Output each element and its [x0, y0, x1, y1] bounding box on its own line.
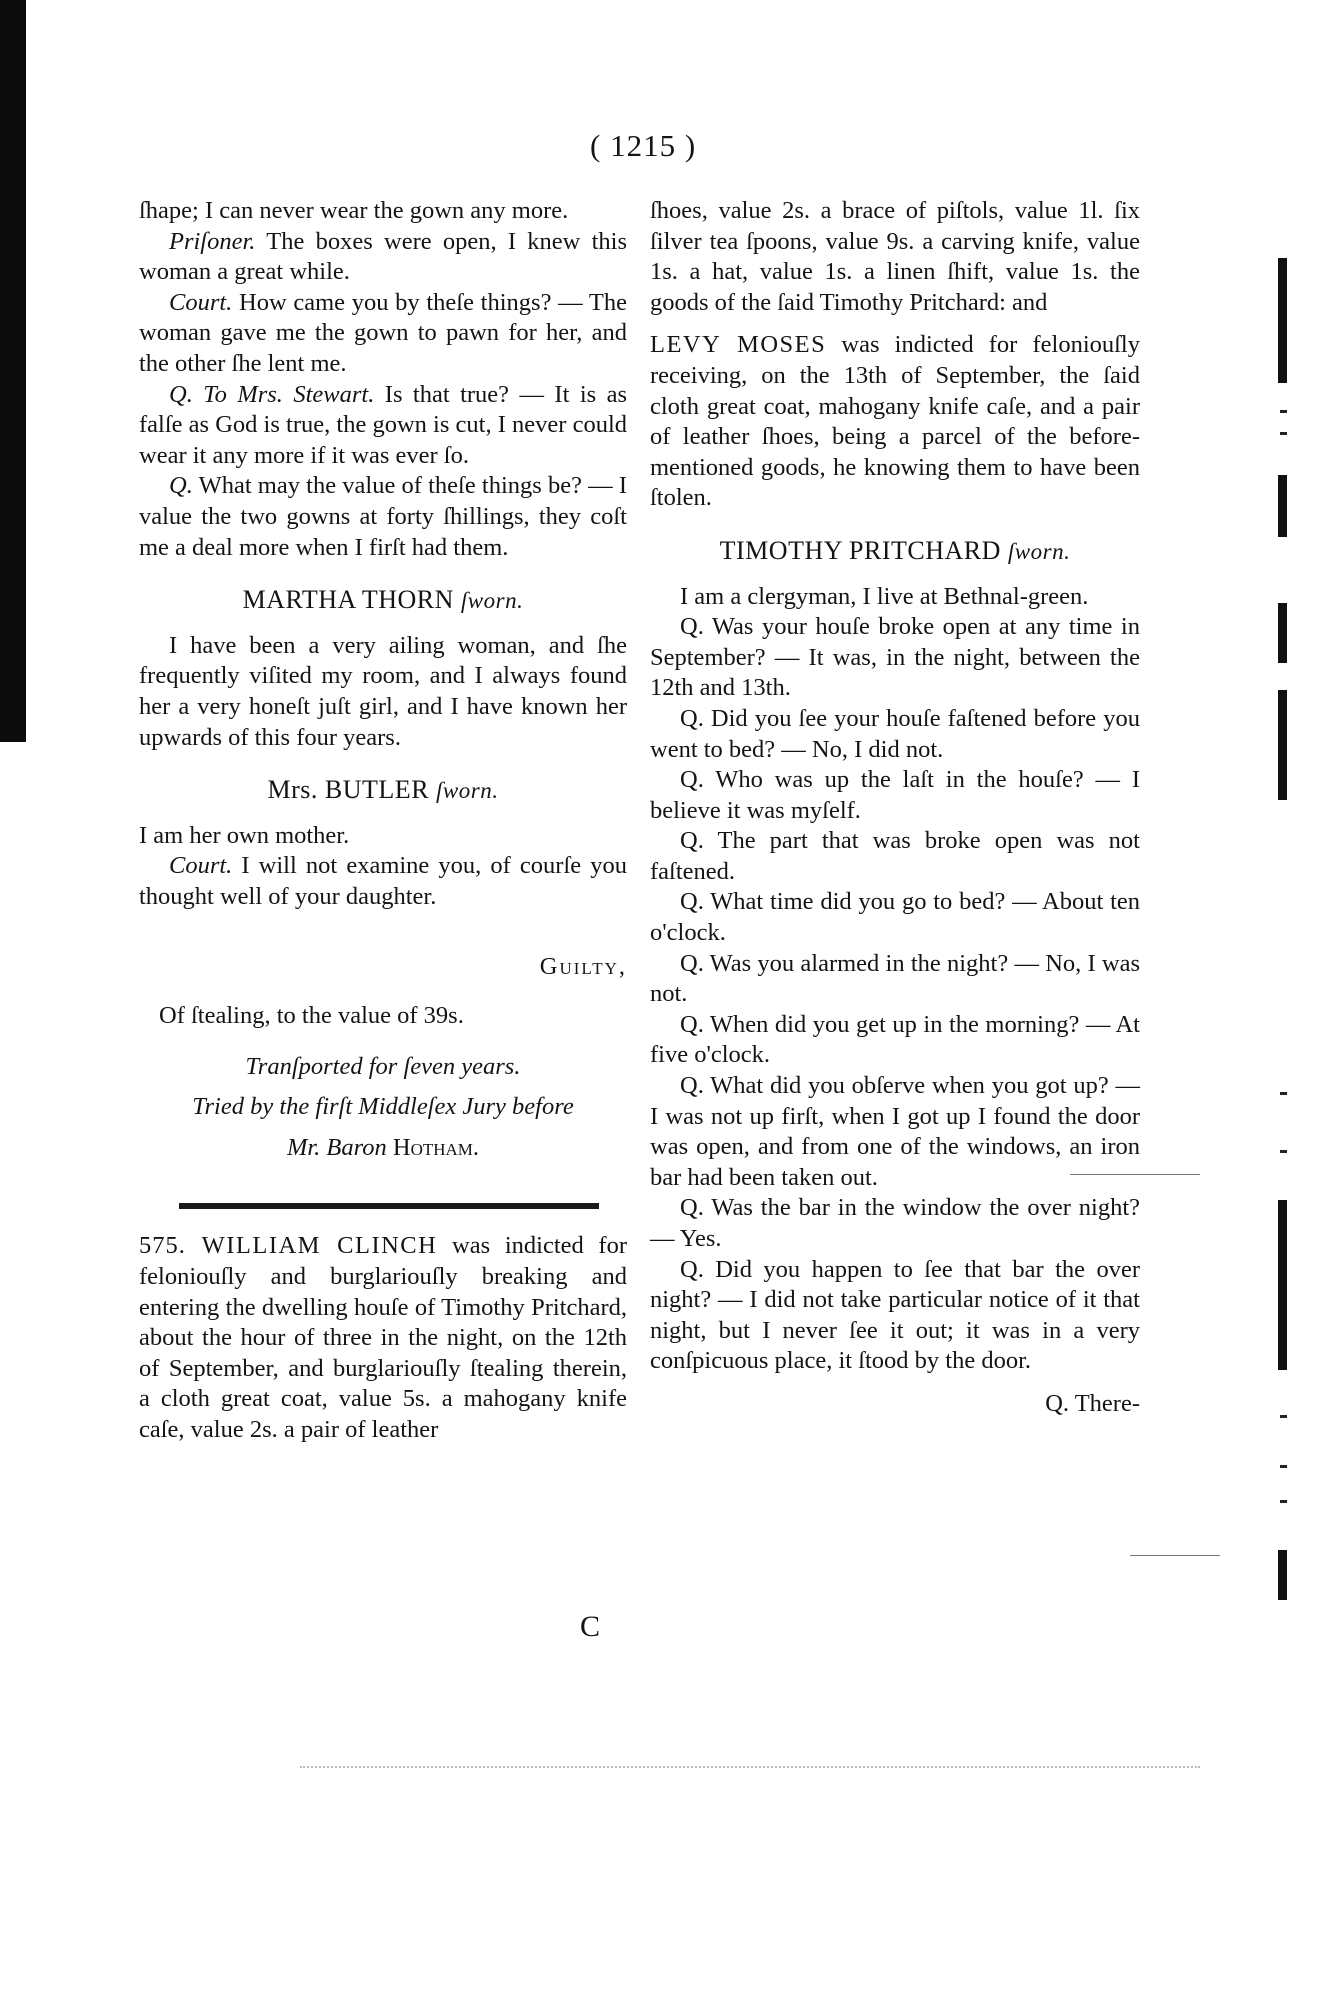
- paragraph: ſhape; I can never wear the gown any more.: [139, 197, 569, 224]
- left-column: [139, 196, 627, 1446]
- question: Q. Was the bar in the window the over night? — Yes.: [650, 1194, 1140, 1252]
- scan-right-edge: [1278, 603, 1287, 663]
- question: Q. Did you ſee your houſe faſtened before you went to bed? — No, I did not.: [650, 704, 1140, 763]
- paragraph-text: The boxes were open, I knew this woman a great while.: [139, 227, 627, 286]
- scan-right-edge: [1278, 690, 1287, 800]
- paragraph-text: What may the value of theſe things be? — I value the two gowns at forty ſhillings, they coſt me a deal more when I firſt had them.: [139, 472, 627, 561]
- question-mark: Q.: [169, 472, 193, 500]
- speaker: Court.: [169, 852, 233, 880]
- paragraph: ſhoes, value 2s. a brace of piſtols, value 1l. ſix ſilver tea ſpoons, value 9s. a carving knife, value 1s. a hat, value 1s. a linen ſhift, value 1s. the goods of the ſaid Timothy Pritchard: and: [650, 197, 1140, 316]
- sentence: Tranſported for ſeven years.: [245, 1052, 521, 1080]
- scan-right-edge: [1278, 258, 1287, 383]
- scan-right-edge: [1278, 1550, 1287, 1600]
- scan-right-edge: [1278, 1200, 1287, 1370]
- scan-right-mark: [1280, 1465, 1287, 1468]
- paragraph-text: I will not examine you, of courſe you thought well of your daughter.: [139, 852, 627, 910]
- page-number: ( 1215 ): [590, 128, 697, 163]
- sworn-label: ſworn.: [460, 588, 524, 614]
- addressee: To Mrs. Stewart.: [192, 380, 375, 408]
- witness-heading: [139, 585, 627, 617]
- sworn-label: ſworn.: [436, 778, 499, 804]
- trial-note-text: Mr. Baron: [286, 1133, 393, 1161]
- speaker: Court.: [169, 288, 233, 316]
- sworn-label: ſworn.: [1007, 538, 1071, 564]
- paragraph: I am a clergyman, I live at Bethnal-green.: [680, 582, 1089, 610]
- scan-right-mark: [1280, 1415, 1287, 1418]
- paragraph: [650, 330, 1140, 514]
- scan-right-mark: [1280, 1092, 1287, 1095]
- offence: Of ſtealing, to the value of 39s.: [159, 1002, 464, 1030]
- scan-right-mark: [1280, 1500, 1287, 1503]
- paragraph: [139, 851, 627, 912]
- paragraph: I have been a very ailing woman, and ſhe frequently viſited my room, and I always found her a very honeſt juſt girl, and I have known her upwards of this four years.: [139, 631, 627, 751]
- witness-heading: [139, 775, 627, 807]
- paragraph-text: was indicted for feloniouſly receiving, on the 13th of September, the ſaid cloth great coat, mahogany knife caſe, and a pair of leather ſhoes, being a parcel of the before-mentioned goods, he knowing them to have been ſtolen.: [650, 331, 1140, 512]
- witness-heading: [650, 536, 1140, 568]
- scan-right-mark: [1280, 432, 1287, 435]
- paragraph: [139, 288, 627, 380]
- case-number: 575.: [139, 1232, 186, 1260]
- paragraph: [139, 1231, 627, 1445]
- witness-name: Mrs. BUTLER: [267, 775, 437, 805]
- question: Q. The part that was broke open was not faſtened.: [650, 827, 1140, 885]
- question: Q. Was you alarmed in the night? — No, I was not.: [650, 949, 1140, 1008]
- catchword: Q. There-: [1045, 1389, 1140, 1417]
- trial-note: Tried by the firſt Middleſex Jury before: [192, 1093, 574, 1121]
- witness-name: TIMOTHY PRITCHARD: [719, 535, 1008, 565]
- paragraph-text: Is that true? — It is as falſe as God is true, the gown is cut, I never could wear it any more if it was ever ſo.: [139, 380, 627, 469]
- question-mark: Q.: [169, 380, 193, 408]
- question: Q. Who was up the laſt in the houſe? — I believe it was myſelf.: [650, 766, 1140, 824]
- scan-dotted-line: [300, 1766, 1200, 1768]
- witness-name: MARTHA THORN: [242, 585, 461, 615]
- defendant-name: LEVY MOSES: [650, 331, 827, 359]
- paragraph-text: was indicted for feloniouſly and burglariouſly breaking and entering the dwelling houſe of Timothy Pritchard, about the hour of three in the night, on the 12th of September, and burglariouſly ſtealing therein, a cloth great coat, value 5s. a mahogany knife caſe, value 2s. a pair of leather: [139, 1232, 628, 1443]
- paragraph-text: How came you by theſe things? — The woman gave me the gown to pawn for her, and the other ſhe lent me.: [139, 288, 627, 377]
- paragraph: [139, 380, 627, 472]
- scan-right-edge: [1278, 475, 1287, 537]
- question: Q. What did you obſerve when you got up? — I was not up firſt, when I got up I found the door was open, and from one of the windows, an iron bar had been taken out.: [650, 1072, 1140, 1191]
- verdict: Guilty,: [539, 953, 627, 981]
- scan-stray-line: [1130, 1555, 1220, 1556]
- scan-right-mark: [1280, 1150, 1287, 1153]
- paragraph: [139, 471, 627, 563]
- paragraph: I am her own mother.: [139, 821, 350, 849]
- question: Q. Was your houſe broke open at any time in September? — It was, in the night, between the 12th and 13th.: [650, 613, 1140, 702]
- judge-name: Hotham.: [392, 1133, 480, 1161]
- speaker: Priſoner.: [169, 227, 256, 255]
- signature-mark: C: [580, 1610, 601, 1643]
- right-column: [650, 196, 1140, 1420]
- scan-left-border: [0, 0, 26, 742]
- section-divider: [179, 1203, 599, 1209]
- paragraph: [139, 227, 627, 288]
- question: Q. What time did you go to bed? — About ten o'clock.: [650, 888, 1140, 947]
- trial-note: [139, 1133, 627, 1164]
- scan-right-mark: [1280, 410, 1287, 413]
- question: Q. When did you get up in the morning? — At five o'clock.: [650, 1010, 1140, 1069]
- defendant-name: WILLIAM CLINCH: [185, 1232, 438, 1260]
- question: Q. Did you happen to ſee that bar the over night? — I did not take particular notice of it that night, but I never ſee it out; it was in a very conſpicuous place, it ſtood by the door.: [650, 1255, 1140, 1375]
